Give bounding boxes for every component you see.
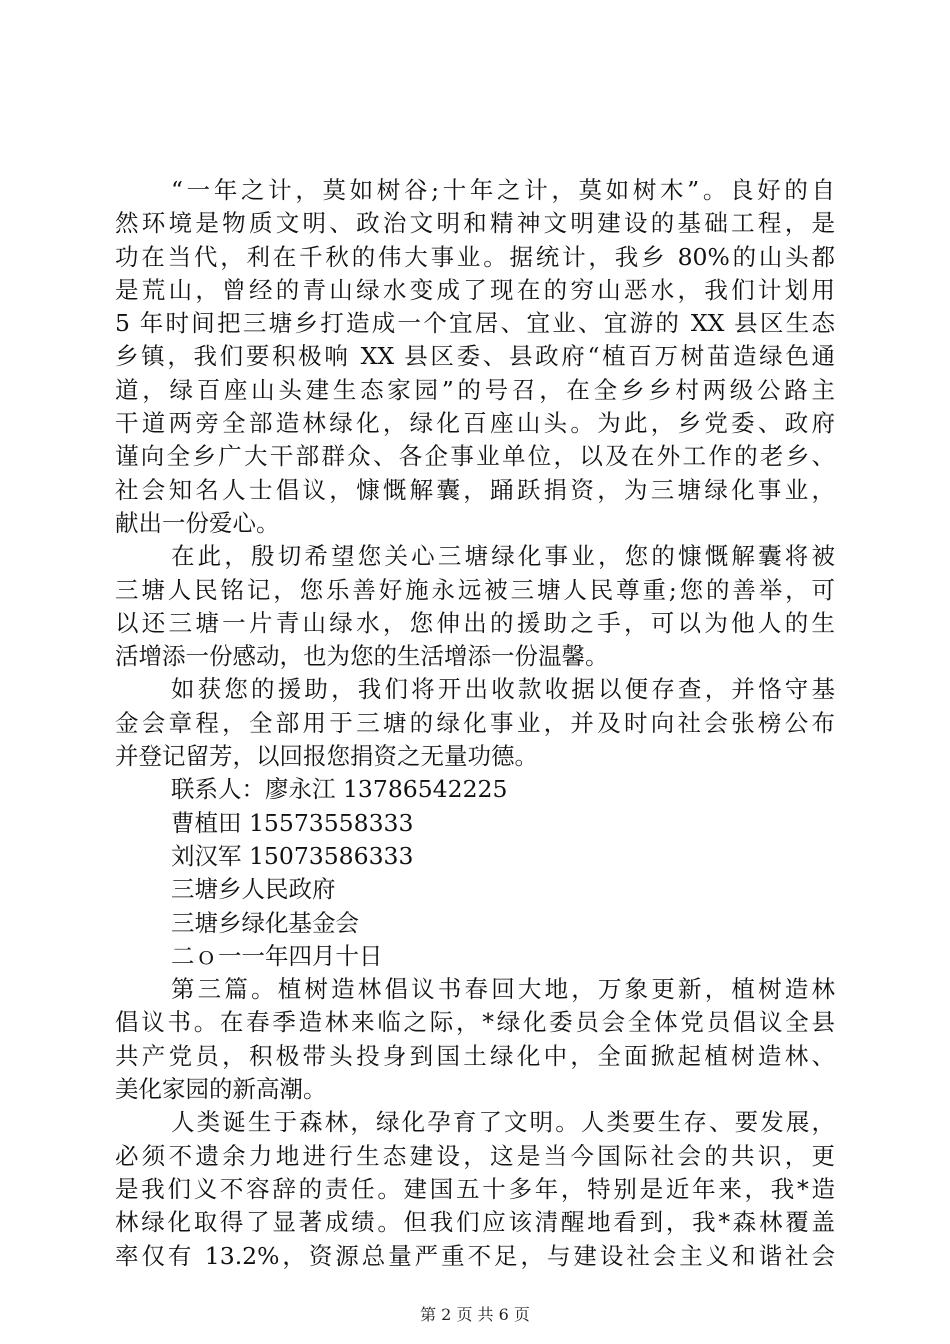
text-line: 谨向全乡广大干部群众、各企事业单位，以及在外工作的老乡、 (115, 442, 835, 471)
document-body (115, 174, 835, 1273)
text-line: 美化家园的新高潮。 (115, 1075, 327, 1104)
signature-line: 三塘乡绿化基金会 (171, 908, 359, 937)
text-line: 率仅有 13.2%，资源总量严重不足，与建设社会主义和谐社会 (115, 1241, 835, 1270)
page-number-footer: 第 2 页 共 6 页 (420, 1305, 530, 1324)
text-line: 功在当代，利在千秋的伟大事业。据统计，我乡 80%的山头都 (115, 242, 835, 271)
text-line: 在此，殷切希望您关心三塘绿化事业，您的慷慨解囊将被 (171, 542, 835, 571)
text-line: 金会章程，全部用于三塘的绿化事业，并及时向社会张榜公布 (115, 708, 835, 737)
text-line: 5 年时间把三塘乡打造成一个宜居、宜业、宜游的 XX 县区生态 (115, 309, 835, 338)
text-line: 是荒山，曾经的青山绿水变成了现在的穷山恶水，我们计划用 (115, 275, 835, 304)
text-line: 必须不遗余力地进行生态建设，这是当今国际社会的共识，更 (115, 1141, 835, 1170)
text-line: 社会知名人士倡议，慷慨解囊，踊跃捐资，为三塘绿化事业， (115, 475, 835, 504)
text-line: 如获您的援助，我们将开出收款收据以便存查，并恪守基 (171, 675, 835, 704)
text-line: 共产党员，积极带头投身到国土绿化中，全面掀起植树造林、 (115, 1041, 835, 1070)
text-line: 干道两旁全部造林绿化，绿化百座山头。为此，乡党委、政府 (115, 409, 835, 438)
date-line: 二ｏ一一年四月十日 (171, 941, 383, 970)
text-line: 倡议书。在春季造林来临之际，*绿化委员会全体党员倡议全县 (115, 1008, 835, 1037)
text-line: 人类诞生于森林，绿化孕育了文明。人类要生存、要发展， (171, 1108, 835, 1137)
text-line: 以还三塘一片青山绿水，您伸出的援助之手，可以为他人的生 (115, 608, 835, 637)
text-line: 林绿化取得了显著成绩。但我们应该清醒地看到，我*森林覆盖 (115, 1208, 835, 1237)
text-line: 献出一份爱心。 (115, 508, 280, 537)
text-line: 道，绿百座山头建生态家园”的号召，在全乡乡村两级公路主 (115, 375, 835, 404)
text-line: 乡镇，我们要积极响 XX 县区委、县政府“植百万树苗造绿色通 (115, 342, 835, 371)
text-line: “一年之计，莫如树谷;十年之计，莫如树木”。良好的自 (171, 176, 835, 204)
text-line: 三塘人民铭记，您乐善好施永远被三塘人民尊重;您的善举，可 (115, 575, 835, 604)
text-line: 并登记留芳，以回报您捐资之无量功德。 (115, 742, 538, 771)
signature-line: 三塘乡人民政府 (171, 875, 336, 904)
contact-line: 曹植田 15573558333 (171, 808, 414, 837)
contact-line: 联系人：廖永江 13786542225 (171, 775, 508, 804)
text-line: 然环境是物质文明、政治文明和精神文明建设的基础工程，是 (115, 209, 835, 238)
text-line: 第三篇。植树造林倡议书春回大地，万象更新，植树造林 (171, 975, 835, 1004)
contact-line: 刘汉军 15073586333 (171, 841, 414, 870)
text-line: 是我们义不容辞的责任。建国五十多年，特别是近年来，我*造 (115, 1174, 835, 1203)
text-line: 活增添一份感动，也为您的生活增添一份温馨。 (115, 642, 609, 671)
